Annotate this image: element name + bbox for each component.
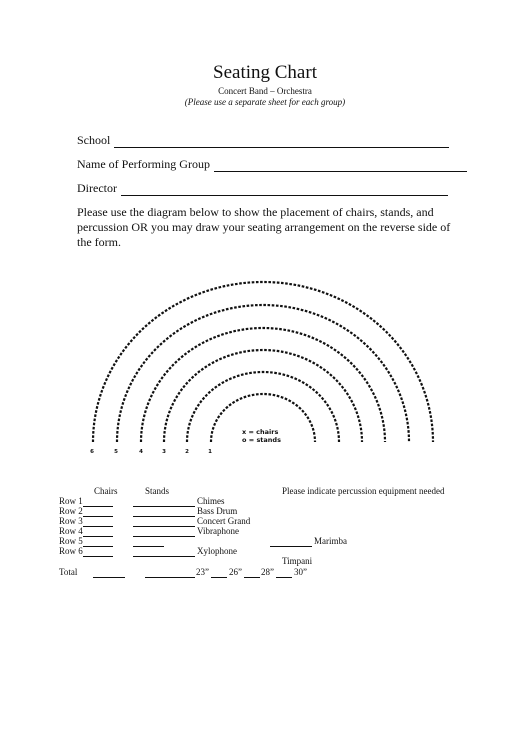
total-label: Total [59, 567, 78, 577]
stands-input-row-5[interactable] [133, 546, 164, 547]
chairs-input-row-3[interactable] [83, 526, 113, 527]
instructions-text: Please use the diagram below to show the placement of chairs, stands, and percussion OR you may draw your seating arrangement on the reverse side of the form. [77, 205, 451, 249]
stands-input-row-3[interactable] [133, 526, 195, 527]
chairs-input-row-2[interactable] [83, 516, 113, 517]
row-label: Row 4 [59, 526, 83, 536]
row-label: Row 1 [59, 496, 83, 506]
legend-chairs: x = chairs [242, 428, 279, 436]
percussion-item-vibraphone: Vibraphone [197, 526, 239, 536]
row-label: Row 3 [59, 516, 83, 526]
percussion-column-header: Please indicate percussion equipment needed [282, 486, 445, 496]
stands-column-header: Stands [145, 486, 170, 496]
timpani-size-23: 23” [196, 567, 209, 577]
row-number-label: 6 [90, 449, 94, 455]
stands-input-row-1[interactable] [133, 506, 195, 507]
row-number-label: 2 [185, 449, 189, 455]
row-label: Row 6 [59, 546, 83, 556]
chairs-input-row-5[interactable] [83, 546, 113, 547]
percussion-item-marimba: Marimba [314, 536, 347, 546]
seating-arc-row-4 [141, 328, 385, 442]
timpani-28-input-line[interactable] [276, 577, 292, 578]
seating-arc-row-5 [117, 305, 409, 442]
timpani-23-input-line[interactable] [211, 577, 227, 578]
row-label: Row 5 [59, 536, 83, 546]
chairs-column-header: Chairs [94, 486, 118, 496]
row-number-label: 5 [114, 449, 118, 455]
performing-group-field[interactable] [77, 157, 467, 172]
page-note: (Please use a separate sheet for each group) [184, 97, 346, 107]
row-number-label: 3 [162, 449, 166, 455]
page-subtitle: Concert Band – Orchestra [218, 86, 312, 96]
row-number-label: 1 [208, 449, 212, 455]
timpani-size-30: 30” [294, 567, 307, 577]
stands-input-row-6[interactable] [133, 556, 195, 557]
row-label: Row 2 [59, 506, 83, 516]
performing-group-input-line[interactable] [214, 160, 467, 172]
timpani-size-28: 28” [261, 567, 274, 577]
percussion-item-timpani: Timpani [282, 556, 313, 566]
stands-input-row-2[interactable] [133, 516, 195, 517]
timpani-26-input-line[interactable] [244, 577, 260, 578]
chairs-total-input[interactable] [93, 577, 125, 578]
school-input-line[interactable] [114, 136, 449, 148]
school-label: School [77, 133, 111, 147]
percussion-item-bass-drum: Bass Drum [197, 506, 238, 516]
performing-group-label: Name of Performing Group [77, 157, 210, 171]
page-title: Seating Chart [213, 62, 317, 83]
stands-input-row-4[interactable] [133, 536, 195, 537]
timpani-size-26: 26” [229, 567, 242, 577]
legend-stands: o = stands [242, 436, 281, 444]
director-field[interactable] [77, 181, 448, 196]
percussion-item-xylophone: Xylophone [197, 546, 237, 556]
school-field[interactable] [77, 133, 449, 148]
chairs-input-row-4[interactable] [83, 536, 113, 537]
director-input-line[interactable] [121, 184, 448, 196]
director-label: Director [77, 181, 117, 195]
seating-arcs-diagram[interactable] [0, 270, 530, 470]
row-number-label: 4 [139, 449, 143, 455]
percussion-item-concert-grand: Concert Grand [197, 516, 251, 526]
percussion-item-chimes: Chimes [197, 496, 225, 506]
stands-total-input[interactable] [145, 577, 195, 578]
marimba-input-line[interactable] [270, 546, 312, 547]
chairs-input-row-6[interactable] [83, 556, 113, 557]
chairs-input-row-1[interactable] [83, 506, 113, 507]
